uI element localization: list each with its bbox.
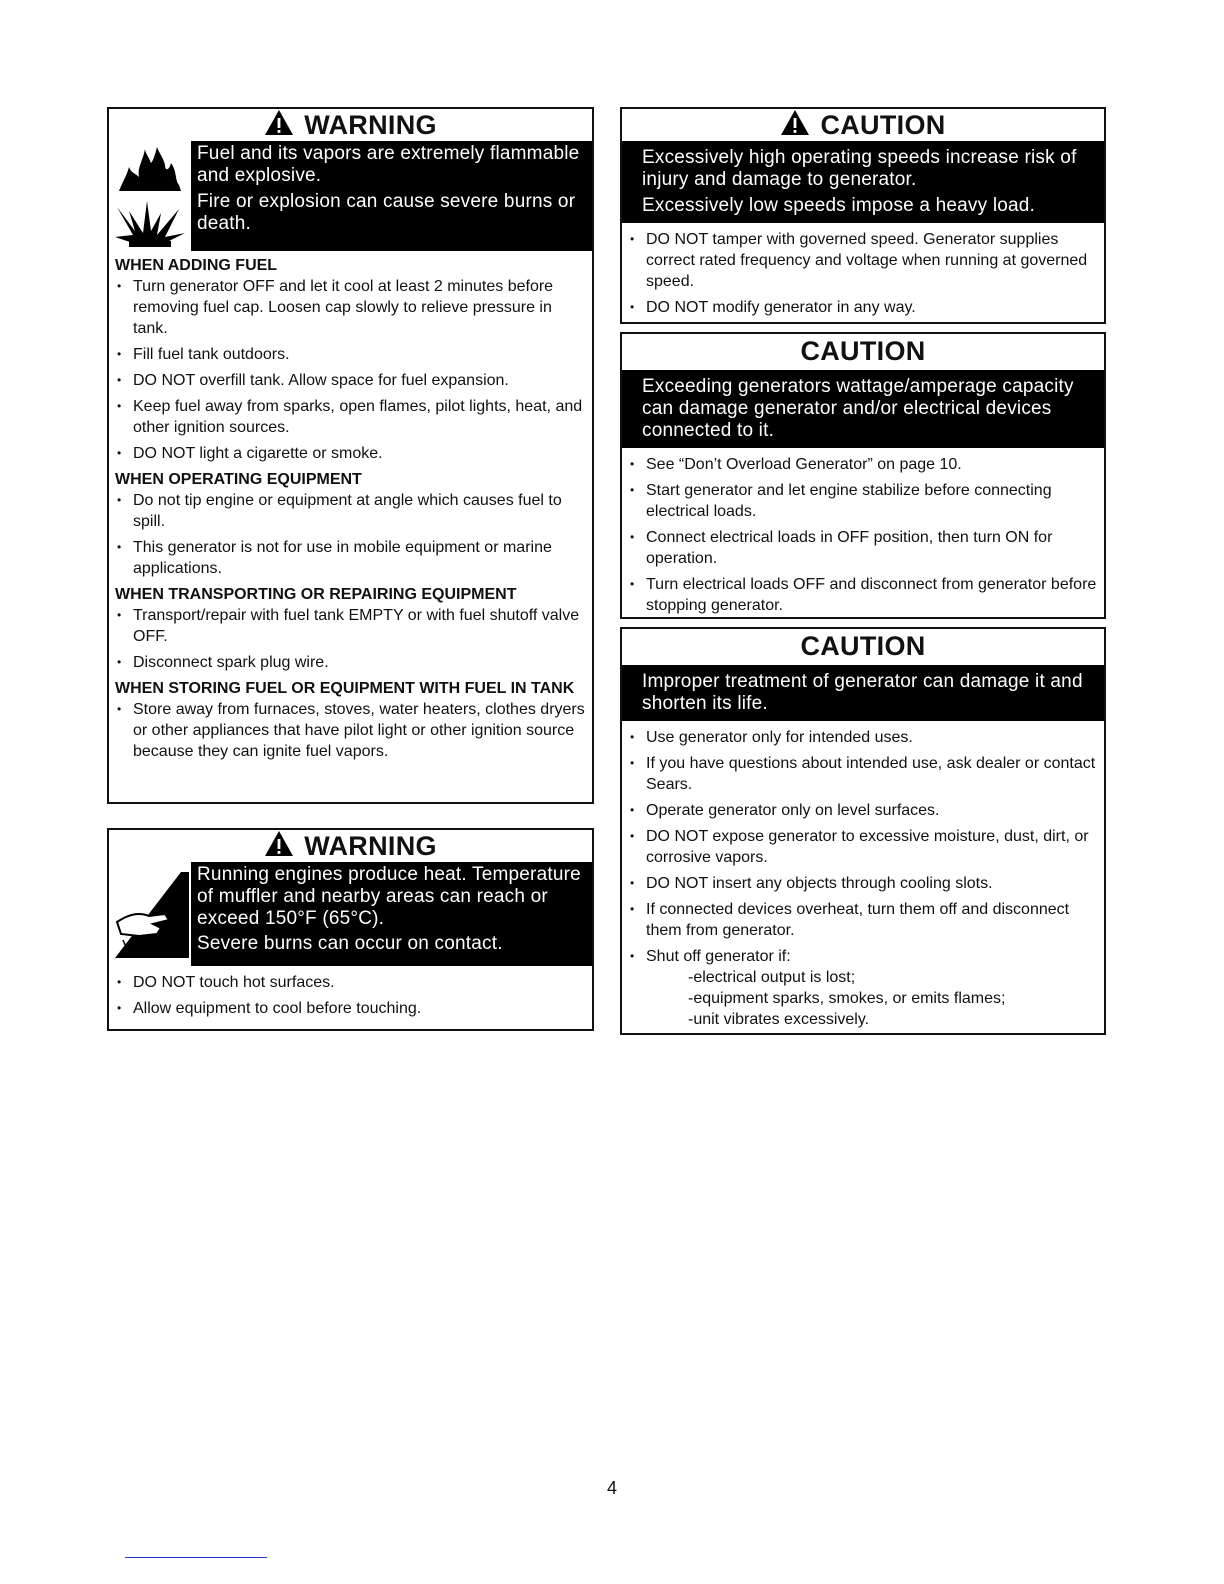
warning-heat-alert <box>109 862 592 966</box>
caution-treatment-alert <box>622 665 1104 721</box>
caution-speed-box <box>620 107 1106 324</box>
caution-capacity-title: CAUTION <box>800 336 926 366</box>
list-item: • If connected devices overheat, turn them off and disconnect them from generator. <box>628 899 1100 941</box>
list-item: • DO NOT insert any objects through cooling slots. <box>628 873 1100 894</box>
warning-fuel-alert-2: Fire or explosion can cause severe burns or death. <box>197 191 576 234</box>
caution-capacity-header <box>622 334 1104 370</box>
list-item: • Operate generator only on level surfaces. <box>628 800 1100 821</box>
warning-fuel-alert-1: Fuel and its vapors are extremely flammable and explosive. <box>197 143 580 186</box>
warning-heat-alert-2: Severe burns can occur on contact. <box>197 933 503 954</box>
list-item: • This generator is not for use in mobile equipment or marine applications. <box>115 537 588 579</box>
section-heading-adding-fuel: WHEN ADDING FUEL <box>115 257 278 274</box>
explosion-icon <box>109 197 191 251</box>
operating-list <box>115 490 588 579</box>
list-item: • Keep fuel away from sparks, open flames, pilot lights, heat, and other ignition sources. <box>115 396 588 438</box>
list-item: • DO NOT expose generator to excessive moisture, dust, dirt, or corrosive vapors. <box>628 826 1100 868</box>
caution-treatment-alert-text: Improper treatment of generator can damage it and shorten its life. <box>642 671 1083 714</box>
caution-capacity-box <box>620 332 1106 619</box>
shutoff-condition: -unit vibrates excessively. <box>688 1011 870 1028</box>
warning-heat-alert-1: Running engines produce heat. Temperature of muffler and nearby areas can reach or exceed 150°F (65°C). <box>197 864 581 929</box>
speed-list <box>628 229 1100 318</box>
warning-fuel-title: WARNING <box>304 110 437 140</box>
list-item: • See “Don’t Overload Generator” on page 10. <box>628 454 1100 475</box>
warning-heat-header <box>109 830 592 862</box>
list-item: • Allow equipment to cool before touching. <box>115 998 588 1019</box>
hot-surface-hand-icon <box>109 862 191 966</box>
list-item: • DO NOT modify generator in any way. <box>628 297 1100 318</box>
list-item: • DO NOT light a cigarette or smoke. <box>115 443 588 464</box>
caution-capacity-alert <box>622 370 1104 448</box>
list-item: • DO NOT overfill tank. Allow space for fuel expansion. <box>115 370 588 391</box>
list-item: • Store away from furnaces, stoves, water heaters, clothes dryers or other appliances that have pilot light or other ignition source because they can ignite fuel vapors. <box>115 699 588 762</box>
list-item: • Use generator only for intended uses. <box>628 727 1100 748</box>
page-number: 4 <box>606 1478 617 1498</box>
caution-treatment-body <box>622 721 1104 1032</box>
caution-speed-alert-1: Excessively high operating speeds increase risk of injury and damage to generator. <box>642 147 1077 190</box>
list-item: • Turn generator OFF and let it cool at least 2 minutes before removing fuel cap. Loosen cap slowly to relieve pressure in tank. <box>115 276 588 339</box>
warning-fuel-box <box>107 107 594 804</box>
caution-treatment-box <box>620 627 1106 1035</box>
list-item: • If you have questions about intended use, ask dealer or contact Sears. <box>628 753 1100 795</box>
hot-surface-icon-wrap <box>109 862 191 966</box>
list-item: • DO NOT touch hot surfaces. <box>115 972 588 993</box>
warning-triangle-icon <box>780 109 810 136</box>
warning-heat-body <box>109 966 592 1026</box>
list-item: • Fill fuel tank outdoors. <box>115 344 588 365</box>
warning-heat-box <box>107 828 594 1031</box>
shutoff-condition: -electrical output is lost; <box>688 969 856 986</box>
caution-speed-body <box>622 223 1104 325</box>
list-item: • Disconnect spark plug wire. <box>115 652 588 673</box>
caution-treatment-header <box>622 629 1104 665</box>
heat-list <box>115 972 588 1019</box>
warning-fuel-body <box>109 251 592 769</box>
list-item: • Do not tip engine or equipment at angle which causes fuel to spill. <box>115 490 588 532</box>
section-heading-operating: WHEN OPERATING EQUIPMENT <box>115 471 362 488</box>
footer-divider <box>125 1557 267 1558</box>
list-item: • Start generator and let engine stabilize before connecting electrical loads. <box>628 480 1100 522</box>
storing-list <box>115 699 588 762</box>
treatment-list <box>628 727 1100 1030</box>
flammable-flame-icon <box>109 141 191 197</box>
list-item: • Turn electrical loads OFF and disconnect from generator before stopping generator. <box>628 574 1100 616</box>
caution-treatment-title: CAUTION <box>800 631 926 661</box>
fire-icons <box>109 141 191 251</box>
caution-speed-alert <box>622 141 1104 223</box>
warning-fuel-header <box>109 109 592 141</box>
caution-capacity-body <box>622 448 1104 623</box>
list-item: • Transport/repair with fuel tank EMPTY or with fuel shutoff valve OFF. <box>115 605 588 647</box>
warning-triangle-icon <box>264 830 294 857</box>
warning-heat-title: WARNING <box>304 831 437 861</box>
section-heading-transporting: WHEN TRANSPORTING OR REPAIRING EQUIPMENT <box>115 586 517 603</box>
caution-speed-title: CAUTION <box>820 110 946 140</box>
caution-speed-alert-2: Excessively low speeds impose a heavy load. <box>642 195 1036 216</box>
list-item-shutoff <box>628 946 1100 1030</box>
shutoff-label: Shut off generator if: <box>646 948 791 965</box>
caution-speed-header <box>622 109 1104 141</box>
capacity-list <box>628 454 1100 616</box>
adding-fuel-list <box>115 276 588 464</box>
list-item: • Connect electrical loads in OFF position, then turn ON for operation. <box>628 527 1100 569</box>
caution-capacity-alert-text: Exceeding generators wattage/amperage capacity can damage generator and/or electrical devices connected to it. <box>642 376 1074 441</box>
shutoff-condition: -equipment sparks, smokes, or emits flames; <box>688 990 1006 1007</box>
warning-fuel-alert <box>109 141 592 251</box>
section-heading-storing: WHEN STORING FUEL OR EQUIPMENT WITH FUEL IN TANK <box>115 680 575 697</box>
transporting-list <box>115 605 588 673</box>
warning-triangle-icon <box>264 109 294 136</box>
list-item: • DO NOT tamper with governed speed. Generator supplies correct rated frequency and voltage when running at governed speed. <box>628 229 1100 292</box>
